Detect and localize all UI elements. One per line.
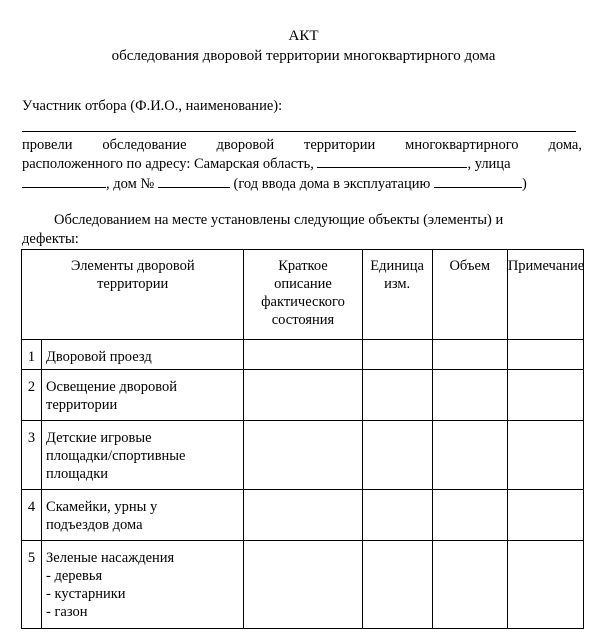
unit-cell (362, 340, 432, 370)
description-cell (244, 340, 362, 370)
table-row (22, 370, 584, 421)
header-unit: Единица изм. (362, 250, 432, 340)
inspection-table (21, 249, 584, 629)
participant-blank-line (22, 131, 576, 132)
table-row (22, 340, 584, 370)
volume-cell (432, 490, 507, 541)
street-line (22, 175, 582, 193)
description-cell (244, 421, 362, 490)
year-label: (год ввода дома в эксплуатацию (233, 176, 431, 192)
header-volume: Объем (432, 250, 507, 340)
note-cell (507, 370, 583, 421)
row-element: Освещение дворовой территории (42, 370, 244, 421)
row-number: 1 (22, 340, 42, 370)
description-cell (244, 490, 362, 541)
row-number: 2 (22, 370, 42, 421)
table-header-row (22, 250, 584, 340)
region-blank (317, 155, 467, 168)
table-row (22, 490, 584, 541)
table-row (22, 421, 584, 490)
description-cell (244, 370, 362, 421)
unit-cell (362, 490, 432, 541)
volume-cell (432, 541, 507, 629)
year-blank (434, 175, 522, 188)
row-element: Скамейки, урны у подъездов дома (42, 490, 244, 541)
volume-cell (432, 370, 507, 421)
unit-cell (362, 370, 432, 421)
year-close: ) (521, 176, 527, 192)
header-description: Краткое описание фактического состояния (244, 250, 362, 340)
row-number: 3 (22, 421, 42, 490)
row-element: Дворовой проезд (42, 340, 244, 370)
unit-cell (362, 541, 432, 629)
note-cell (507, 490, 583, 541)
note-cell (507, 541, 583, 629)
header-elements: Элементы дворовой территории (22, 250, 244, 340)
row-element: Детские игровые площадки/спортивные площадки (42, 421, 244, 490)
house-label: , дом № (106, 176, 155, 192)
conducted-word: многоквартирного (405, 137, 519, 153)
conducted-word: провели (22, 137, 73, 153)
header-note: Примечание (507, 250, 583, 340)
note-cell (507, 421, 583, 490)
conducted-word: территории (304, 137, 376, 153)
defects-text: дефекты: (22, 231, 79, 247)
address-suffix: , улица (467, 156, 511, 172)
volume-cell (432, 340, 507, 370)
note-cell (507, 340, 583, 370)
conducted-word: дома, (548, 137, 582, 153)
document-subtitle: обследования дворовой территории многоквартирного дома (111, 48, 496, 64)
conducted-line (22, 136, 582, 154)
volume-cell (432, 421, 507, 490)
participant-label: Участник отбора (Ф.И.О., наименование): (22, 98, 283, 114)
description-cell (244, 541, 362, 629)
conducted-word: дворовой (216, 137, 275, 153)
row-number: 5 (22, 541, 42, 629)
conducted-word: обследование (102, 137, 187, 153)
table-row (22, 541, 584, 629)
document-title: АКТ (288, 28, 319, 44)
address-prefix: расположенного по адресу: Самарская область, (22, 156, 314, 172)
row-number: 4 (22, 490, 42, 541)
survey-text: Обследованием на месте установлены следующие объекты (элементы) и (54, 212, 504, 228)
row-element: Зеленые насаждения - деревья - кустарники - газон (42, 541, 244, 629)
unit-cell (362, 421, 432, 490)
house-number-blank (158, 175, 230, 188)
address-line (22, 155, 582, 173)
street-blank (22, 175, 106, 188)
